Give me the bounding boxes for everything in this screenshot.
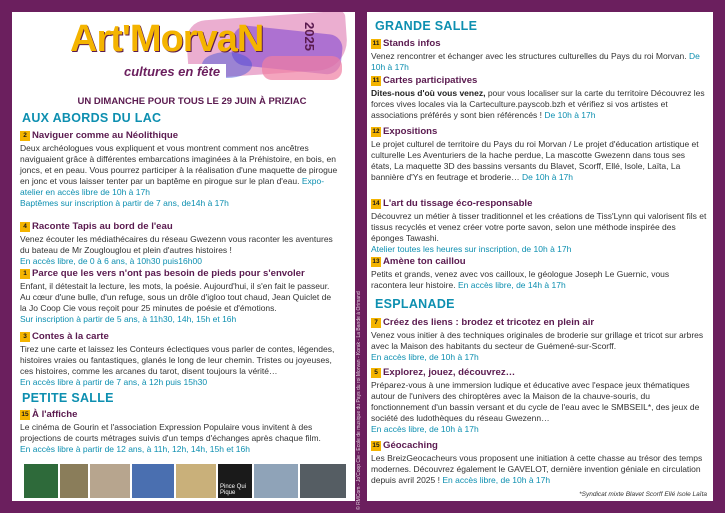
photo-credits: © RMCom - Jo'Coop Cie - Ecole de musique du Pays du roi Morvan - Korak - La Bande à Orimand [356,291,362,510]
activity-info: En accès libre, de 10h à 17h [371,424,479,434]
activity-info: En accès libre à partir de 7 ans, à 12h puis 15h30 [20,377,208,387]
event-date: UN DIMANCHE POUR TOUS LE 29 JUIN À PRIZIAC [77,96,307,107]
activity-description: Découvrez un métier à tisser traditionnel et les créations de Tiss'Lynn qui valorisent fils et tissus recyclés et venez créer votre porte savon, selon une méthode inspirée des éponges Tawashi. [371,211,707,243]
activity-description: Les BreizGeocacheurs vous proposent une initiation à cette chasse au trésor des temps modernes. Découvrez également le GAVELOT, dernière invention géniale en circulation depuis avril 2025 ! [371,453,703,485]
activity-title: Explorez, jouez, découvrez… [383,367,516,378]
festival-year: 2025 [302,22,317,51]
activity-info: De 10h à 17h [544,110,596,120]
activity-item [20,268,340,325]
activity-item [20,331,340,388]
map-number-badge: 13 [372,258,380,265]
section-heading-lac: AUX ABORDS DU LAC [22,111,162,125]
activity-info: Expo-atelier en accès libre de 10h à 17h [20,176,325,197]
activity-description: Venez écouter les médiathécaires du réseau Gwezenn vous raconter les aventures du bateau de Mr Zouglouglou et plein d'autres histoires ! [20,234,333,255]
map-number-badge: 1 [20,269,30,279]
activity-item [371,38,707,73]
activity-title: Amène ton caillou [383,256,466,267]
activity-description: Enfant, il détestait la lecture, les mots, la poésie. Aujourd'hui, il s'en fait le passeur. Au cœur d'une bulle, d'un refuge, sous un drôle d'igloo tout chaud, Jean Quiclet de la Jo Coop Cie vous reçoit pour 25 minutes de poésie et d'émotions. [20,281,332,313]
activity-title: Géocaching [383,440,438,451]
photo [90,464,130,498]
map-number-badge: 2 [20,131,30,141]
activity-title: Raconte Tapis au bord de l'eau [32,221,173,232]
activity-item [371,317,707,363]
activity-item [20,130,340,209]
activity-info: Sur inscription à partir de 5 ans, à 11h30, 14h, 15h et 16h [20,314,237,324]
activity-title: Contes à la carte [32,331,109,342]
activity-title: Stands infos [383,38,441,49]
tagline: cultures en fête [118,64,226,79]
activity-description: Tirez une carte et laissez les Conteurs éclectiques vous parler de contes, légendes, histoires vraies ou fantastiques, glanés le long de leur chemin. Tristes ou joyeuses, ces histoires, comme les arcanes du tarot, disent toujours la vérité… [20,344,335,376]
activity-description: Préparez-vous à une immersion ludique et éducative avec l'espace jeux thématiques autour de l'univers des chiroptères avec la Maison de la chauve-souris, du fonctionnement d'un bassin versant et du cycle de l'eau avec le SMBSEIL*, des jeux de société des ludothèques du réseau Gwezenn… [371,380,700,423]
map-number-badge: 12 [372,128,380,135]
right-panel [367,12,713,501]
photo [132,464,174,498]
activity-item [371,367,707,435]
activity-description: pour vous localiser sur la carte du territoire Découvrez les forces vives locales via la Carteculture.payscob.bzh et vérifiez si vos artistes et associations préférés y sont bien référencés ! [371,88,705,120]
activity-title: L'art du tissage éco-responsable [383,198,533,209]
photo [60,464,88,498]
activity-info: En accès libre à partir de 12 ans, à 11h, 12h, 14h, 15h et 16h [20,444,250,454]
activity-title: Parce que les vers n'ont pas besoin de pieds pour s'envoler [32,268,305,279]
activity-title: À l'affiche [32,409,78,420]
activity-item [20,409,340,455]
map-number-badge: 7 [371,318,381,328]
section-heading-grande-salle: GRANDE SALLE [375,19,478,33]
map-number-badge: 4 [20,222,30,232]
map-number-badge: 11 [372,77,380,84]
activity-description: Venez vous initier à des techniques originales de broderie sur grillage et tricot sur arbres avec la Maison des habitants du secteur de Guémené-sur-Scorff. [371,330,704,351]
header-banner [12,12,355,86]
photo [176,464,216,498]
activity-item [371,198,707,255]
activity-info: De 10h à 17h [371,51,700,72]
photo-label: Pince Qui Pique [220,484,247,496]
activity-info: De 10h à 17h [521,172,574,182]
activity-info: En accès libre, de 10h à 17h [371,352,479,362]
activity-info-extra: Baptêmes sur inscription à partir de 7 ans, de14h à 17h [20,198,229,208]
footnote: *Syndicat mixte Blavet Scorff Ellé Isole Laïta [579,491,707,498]
activity-item [371,256,707,291]
map-number-badge: 11 [372,40,380,47]
activity-item [371,440,707,486]
activity-item [371,126,707,183]
activity-info: Atelier toutes les heures sur inscription, de 10h à 17h [371,244,572,254]
map-number-badge: 3 [20,332,30,342]
photo-strip [24,464,346,498]
activity-description: Venez rencontrer et échanger avec les structures culturelles du Pays du roi Morvan. [371,51,687,61]
activity-title: Naviguer comme au Néolithique [32,130,179,141]
activity-info: En accès libre, de 14h à 17h [457,280,566,290]
map-number-badge: 15 [372,442,380,449]
photo [254,464,298,498]
photo [24,464,58,498]
activity-lead: Dites-nous d'où vous venez, [371,88,486,98]
photo [300,464,346,498]
activity-item [20,221,340,267]
activity-item [371,75,707,121]
left-panel [12,12,355,501]
activity-description: Petits et grands, venez avec vos cailloux, le géologue Joseph Le Guernic, vous racontera leur histoire. [371,269,670,290]
activity-title: Créez des liens : brodez et tricotez en plein air [383,317,595,328]
activity-title: Expositions [383,126,438,137]
section-heading-esplanade: ESPLANADE [375,297,455,311]
map-number-badge: 14 [372,200,380,207]
map-number-badge: 15 [21,411,29,418]
activity-info: En accès libre, de 10h à 17h [442,475,551,485]
activity-description: Le cinéma de Gourin et l'association Expression Populaire vous invitent à des projections de courts métrages suivis d'un temps d'échanges après chaque film. [20,422,321,443]
activity-info: En accès libre, de 0 à 6 ans, à 10h30 puis16h00 [20,256,202,266]
photo [218,464,252,498]
festival-logo: Art'MorvaN [70,18,264,60]
section-heading-petite-salle: PETITE SALLE [22,391,114,405]
activity-description: Le projet culturel de territoire du Pays du roi Morvan / Le projet d'éducation artistique et culturelle Les Aventuriers de la hache perdue, La mascotte Gwezenn dans tous ses états, La maquette 3D des bassins versants du Blavet, Scorff, Ellé, Isole, Laïta, La bannière d'Ys en feutrage et broderie… [371,139,699,182]
activity-title: Cartes participatives [383,75,478,86]
map-number-badge: 5 [371,368,381,378]
activity-description: Deux archéologues vous expliquent et vous montrent comment nos ancêtres naviguaient grâce à différentes embarcations imaginées à la Préhistoire, en bois, en joncs, et en peau. Vous pourrez participer à la réalisation d'une maquette de pirogue en jonc et vous laisser tenter par un baptême en pirogue sur le plan d'eau. [20,143,338,186]
